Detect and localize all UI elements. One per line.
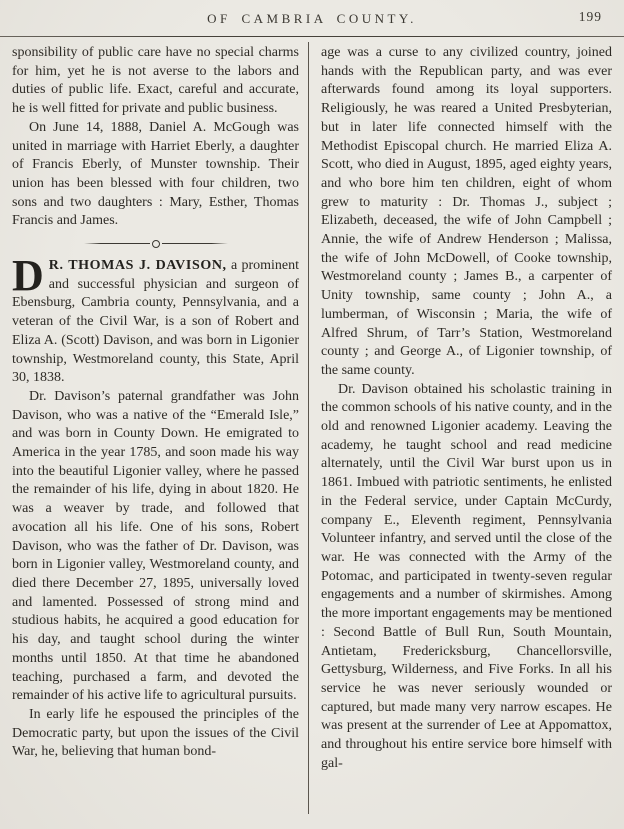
section-divider-ornament (12, 233, 299, 254)
column-divider-rule (308, 42, 309, 814)
left-column (12, 44, 299, 762)
biography-intro-text: a prominent and successful physician and surgeon of Ebensburg, Cambria county, Pennsylvania, and a veteran of the Civil War, is a son of Robert and Eliza A. (Scott) Davison, and was born in Ligonier township, Westmoreland county, this State, April 30, 1838. (12, 258, 299, 386)
paragraph-education-war-service: Dr. Davison obtained his scholastic training in the common schools of his native county, and in the old and renowned Ligonier academy. Leaving the academy, he taught school and read medicine alternately, until the Civil War burst upon us in 1861. Imbued with patriotic sentiments, he enlisted in the Federal service, under Captain McCurdy, company E., Eleventh regiment, Pennsylvania Volunteer infantry, and served until the close of the war. He was connected with the Army of the Potomac, and participated in twenty-seven regular engagements and a number of skirmishes. Among the more important engagements may be mentioned : Second Battle of Bull Run, South Mountain, Antietam, Fredericksburg, Chancellorsville, Gettysburg, Wilderness, and Five Forks. In all his service he was never seriously wounded or captured, but made many very narrow escapes. He was present at the surrender of Lee at Appomattox, and throughout his entire service bore himself with gal- (321, 381, 612, 771)
paragraph-paternal-grandfather: Dr. Davison’s paternal grandfather was John Davison, who was a native of the “Emerald Isle,” and was born in County Down. He emigrated to America in the year 1785, and soon made his way into the beautiful Ligonier valley, where he passed the remainder of his life, dying in about 1820. He was a weaver by trade, and followed that avocation all his life. One of his sons, Robert Davison, who was the father of Dr. Davison, was born in Ligonier valley, Westmoreland county, and died there December 27, 1895, universally loved and lamented. Possessed of strong mind and studious habits, he acquired a good education for his day, and taught school during the winter months until 1850. At that time he abandoned teaching, purchased a farm, and devoted the remainder of his active life to agricultural pursuits. (12, 388, 299, 704)
paragraph-political-principles: In early life he espoused the principles of the Democratic party, but upon the issues of the Civil War, he, believing that human bond- (12, 706, 299, 760)
divider-line-right (162, 243, 228, 245)
drop-cap-letter: D (12, 251, 44, 301)
right-column (321, 44, 612, 773)
paragraph-family-continuation: age was a curse to any civilized country, joined hands with the Republican party, and was ever afterwards found among its loyal supporters. Religiously, he was reared a United Presbyterian, but in later life connected himself with the Methodist Episcopal church. He married Eliza A. Scott, who died in August, 1895, aged eighty years, and who bore him ten children, eight of whom grew to maturity : Dr. Thomas J., subject ; Elizabeth, deceased, the wife of John Campbell ; Annie, the wife of Andrew Henderson ; Malissa, the wife of John McDowell, of Cooke township, Westmoreland county ; James B., a carpenter of Unity township, same county ; John A., a lumberman, of Wisconsin ; Maria, the wife of Alfred Shrum, of Tarr’s Station, Westmoreland county ; and George A., of Ligonier township, of the same county. (321, 45, 612, 378)
paragraph-public-life-continuation: sponsibility of public care have no special charms for him, yet he is not averse to the labors and duties of public life. Exact, careful and accurate, he is well fitted for private and public business. (12, 45, 299, 117)
subject-name-bold: R. THOMAS J. DAVISON, (48, 258, 227, 274)
running-header-title: OF CAMBRIA COUNTY. (207, 11, 417, 26)
header-rule (0, 36, 624, 37)
page-number: 199 (578, 9, 602, 24)
divider-line-left (84, 243, 150, 245)
divider-ring-icon (152, 240, 160, 248)
biography-opening-paragraph (12, 251, 299, 388)
paragraph-mcgough-marriage: On June 14, 1888, Daniel A. McGough was united in marriage with Harriet Eberly, a daughter of Francis Eberly, of Munster township. Their union has been blessed with four children, two sons and two daughters : Mary, Esther, Thomas Francis and James. (12, 119, 299, 229)
